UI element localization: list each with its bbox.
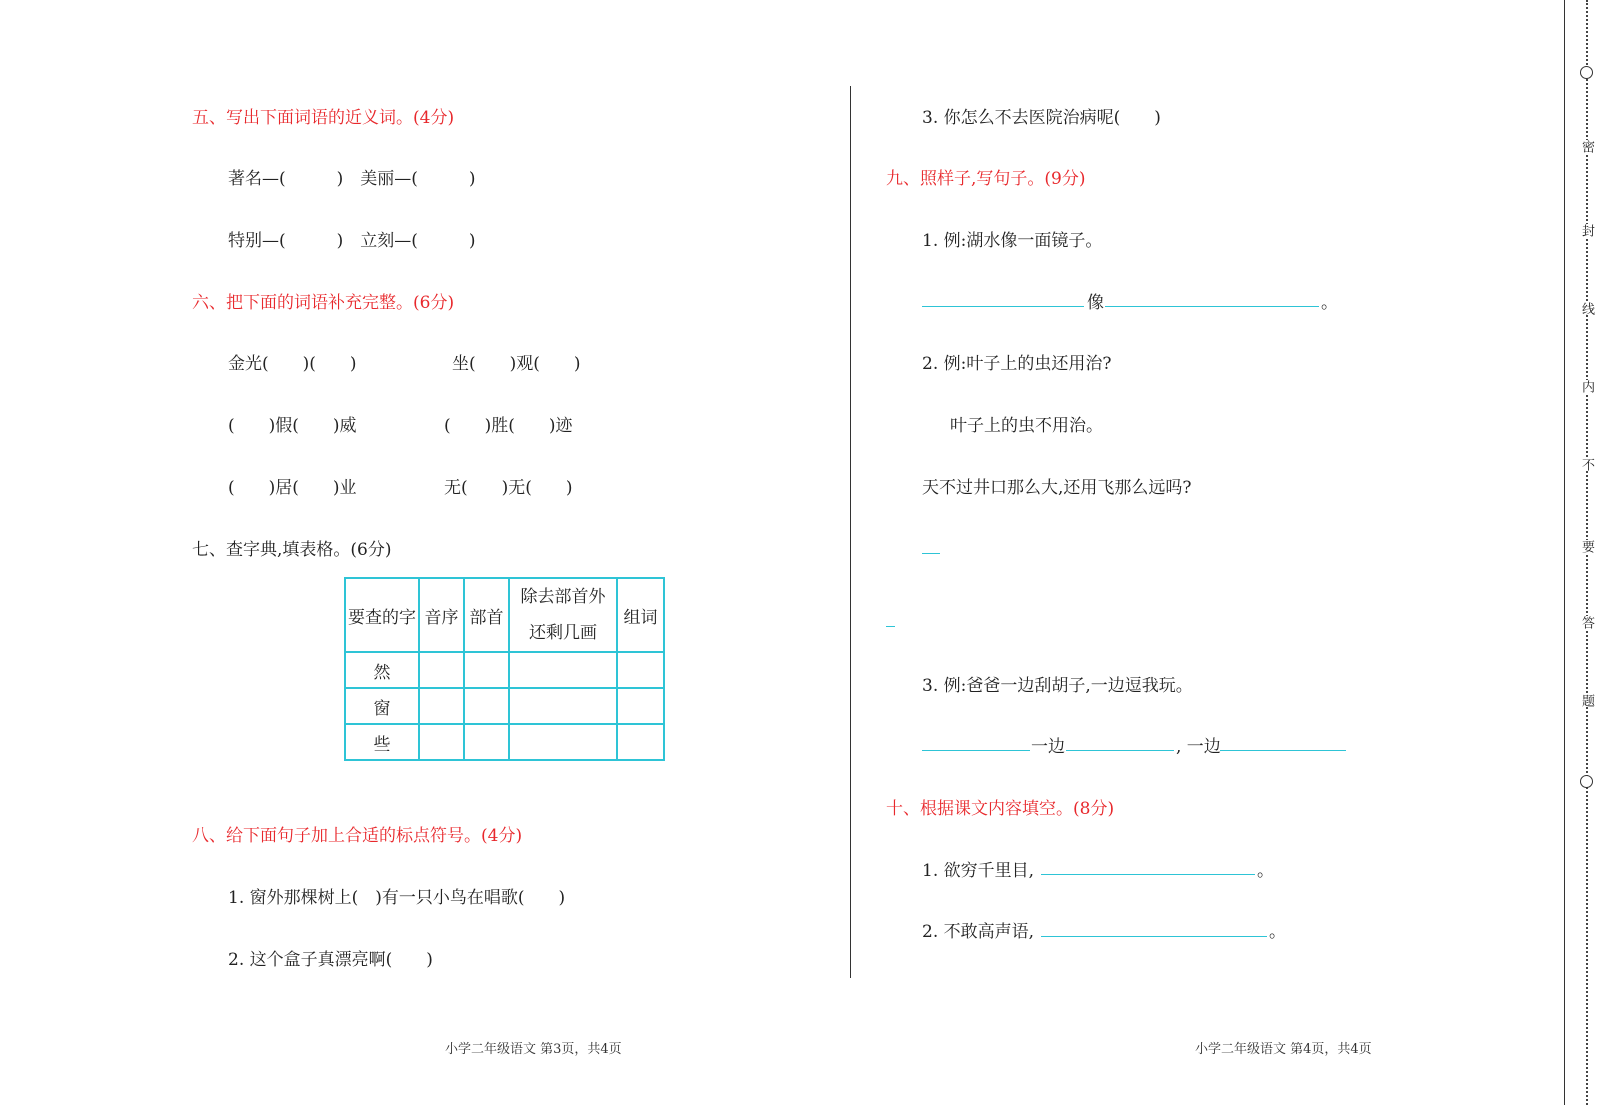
idiom-3b: 无( )无( ) — [444, 478, 573, 498]
punctuation-q3: 3. 你怎么不去医院治病呢( ) — [922, 108, 1161, 128]
footer-page-3: 小学二年级语文 第3页，共4页 — [445, 1042, 622, 1057]
table-char: 然 — [345, 652, 419, 688]
example-1: 1. 例:湖水像一面镜子。 — [922, 231, 1103, 251]
footer-page-4: 小学二年级语文 第4页，共4页 — [1195, 1042, 1372, 1057]
dictionary-table — [344, 577, 665, 761]
answer-line[interactable] — [1105, 306, 1319, 307]
table-cell[interactable] — [617, 652, 664, 688]
table-cell[interactable] — [509, 688, 617, 724]
table-cell[interactable] — [617, 724, 664, 760]
seal-char: 不 — [1579, 458, 1594, 471]
section-9-title: 九、照样子,写句子。(9分) — [886, 169, 1086, 189]
header-words: 组词 — [617, 578, 664, 652]
example-3-word-1: 一边 — [1031, 737, 1065, 757]
answer-line[interactable] — [922, 306, 1084, 307]
punctuation-q2: 2. 这个盒子真漂亮啊( ) — [228, 950, 433, 970]
section-5-title: 五、写出下面词语的近义词。(4分) — [192, 108, 455, 128]
idiom-2a: ( )假( )威 — [228, 416, 357, 436]
seal-char: 线 — [1579, 302, 1594, 315]
example-3-word-2: , 一边 — [1176, 737, 1221, 757]
section-10-title: 十、根据课文内容填空。(8分) — [886, 799, 1115, 819]
table-char: 窗 — [345, 688, 419, 724]
answer-line[interactable] — [1066, 750, 1174, 751]
seal-char: 题 — [1579, 694, 1594, 707]
idiom-2b: ( )胜( )迹 — [444, 416, 573, 436]
section-7-title: 七、查字典,填表格。(6分) — [192, 540, 392, 560]
synonym-row-2: 特别—( ) 立刻—( ) — [228, 231, 476, 251]
section-6-title: 六、把下面的词语补充完整。(6分) — [192, 293, 455, 313]
table-cell[interactable] — [464, 688, 509, 724]
poem-q1: 1. 欲穷千里目, — [922, 861, 1035, 881]
binding-hole-bottom — [1580, 775, 1593, 788]
table-char: 些 — [345, 724, 419, 760]
idiom-3a: ( )居( )业 — [228, 478, 357, 498]
seal-char: 内 — [1579, 380, 1594, 393]
idiom-1b: 坐( )观( ) — [452, 354, 581, 374]
poem-q2-end: 。 — [1269, 922, 1286, 942]
header-strokes: 除去部首外 还剩几画 — [509, 578, 617, 652]
punctuation-q1: 1. 窗外那棵树上( )有一只小鸟在唱歌( ) — [228, 888, 566, 908]
table-cell[interactable] — [464, 652, 509, 688]
binding-edge-line — [1564, 0, 1565, 1105]
table-cell[interactable] — [419, 652, 464, 688]
table-cell[interactable] — [419, 724, 464, 760]
synonym-row-1: 著名—( ) 美丽—( ) — [228, 169, 476, 189]
idiom-1a: 金光( )( ) — [228, 354, 357, 374]
seal-char: 封 — [1579, 224, 1594, 237]
table-cell[interactable] — [617, 688, 664, 724]
answer-line[interactable] — [922, 750, 1030, 751]
binding-hole-top — [1580, 66, 1593, 79]
example-1-word: 像 — [1087, 293, 1104, 313]
seal-char: 答 — [1579, 616, 1594, 629]
table-cell[interactable] — [509, 724, 617, 760]
header-order: 音序 — [419, 578, 464, 652]
example-2: 2. 例:叶子上的虫还用治? — [922, 354, 1112, 374]
answer-line[interactable] — [1220, 750, 1346, 751]
answer-line[interactable] — [1041, 874, 1255, 875]
column-divider — [850, 86, 851, 978]
seal-char: 密 — [1579, 140, 1594, 153]
example-3: 3. 例:爸爸一边刮胡子,一边逗我玩。 — [922, 676, 1193, 696]
example-2-question: 天不过井口那么大,还用飞那么远吗? — [922, 478, 1192, 498]
answer-line[interactable] — [1041, 936, 1267, 937]
answer-line[interactable] — [886, 626, 895, 627]
table-cell[interactable] — [419, 688, 464, 724]
header-radical: 部首 — [464, 578, 509, 652]
table-cell[interactable] — [509, 652, 617, 688]
seal-char: 要 — [1579, 540, 1594, 553]
section-8-title: 八、给下面句子加上合适的标点符号。(4分) — [192, 826, 523, 846]
header-char: 要查的字 — [345, 578, 419, 652]
table-cell[interactable] — [464, 724, 509, 760]
poem-q2: 2. 不敢高声语, — [922, 922, 1035, 942]
poem-q1-end: 。 — [1257, 861, 1274, 881]
example-2-answer: 叶子上的虫不用治。 — [950, 416, 1103, 436]
example-1-end: 。 — [1321, 293, 1338, 313]
answer-line[interactable] — [922, 553, 940, 554]
